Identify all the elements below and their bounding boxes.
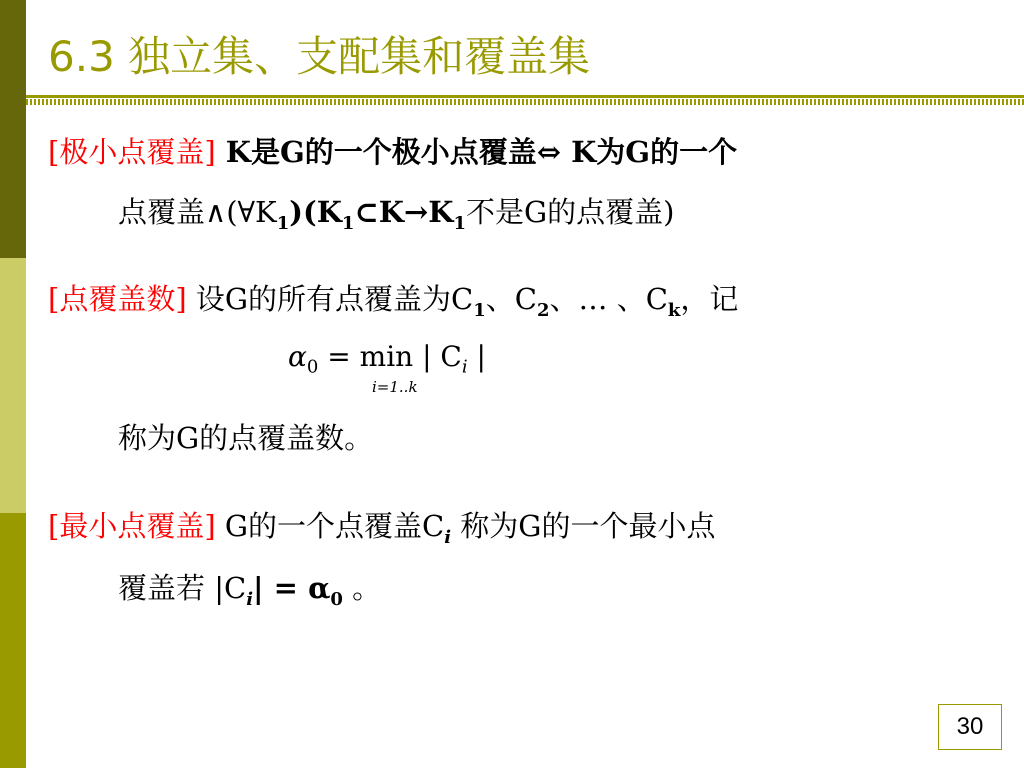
minimal-cover-line-1 xyxy=(48,132,737,172)
cover-number-def-2: 称为G的点覆盖数。 xyxy=(118,421,374,455)
alpha-sub-0: 0 xyxy=(306,356,319,378)
minimum-cover-def-2a: 覆盖若 |C xyxy=(118,571,247,605)
bar-segment-mid xyxy=(0,513,26,768)
cover-number-def-1c: 、C xyxy=(485,282,537,316)
minimum-cover-def-2e: 。 xyxy=(342,571,382,605)
minimal-cover-def-2g: 不是G的点覆盖) xyxy=(465,195,675,229)
alpha-symbol: α xyxy=(288,340,307,373)
sub-ci: i xyxy=(444,526,452,548)
minimum-cover-line-1 xyxy=(48,506,715,546)
formula-end: | xyxy=(467,340,486,373)
minimal-cover-def-1: K是G的一个极小点覆盖⇔ K为G的一个 xyxy=(215,135,738,169)
slide-title: 6.3 独立集、支配集和覆盖集 xyxy=(48,32,591,81)
formula-index-range: i=1..k xyxy=(372,378,418,396)
cover-number-line-1 xyxy=(48,279,738,319)
left-decor-bar xyxy=(0,0,26,768)
minimum-cover-def-2c: | = α xyxy=(253,571,331,605)
bar-segment-light xyxy=(0,258,26,513)
sub-ci-2: i xyxy=(246,588,254,610)
minimal-cover-tag: [极小点覆盖] xyxy=(48,135,216,169)
minimum-cover-tag: [最小点覆盖] xyxy=(48,509,216,543)
cover-number-tag: [点覆盖数] xyxy=(48,282,187,316)
page-number: 30 xyxy=(938,704,1002,750)
title-underline xyxy=(26,95,1024,105)
minimum-cover-def-1a: G的一个点覆盖C xyxy=(215,509,445,543)
minimal-cover-def-2a: 点覆盖∧(∀K xyxy=(118,195,277,229)
bar-segment-dark xyxy=(0,0,26,258)
sub-ck: k xyxy=(667,299,681,321)
sub-c1: 1 xyxy=(473,299,486,321)
minimal-cover-line-2 xyxy=(118,192,674,232)
cover-number-def-1a: 设G的所有点覆盖为C xyxy=(186,282,474,316)
sub-1c: 1 xyxy=(453,212,466,234)
formula-min-part: = min | C xyxy=(318,340,462,373)
cover-number-def-1e: 、… 、C xyxy=(549,282,668,316)
minimum-cover-line-2 xyxy=(118,568,381,608)
minimum-cover-def-1c: 称为G的一个最小点 xyxy=(451,509,716,543)
sub-1b: 1 xyxy=(341,212,355,234)
formula-sub-i: i xyxy=(461,356,468,378)
sub-c2: 2 xyxy=(536,299,550,321)
cover-number-line-2 xyxy=(118,418,373,458)
alpha0-formula xyxy=(288,340,486,400)
alpha-sub-0-b: 0 xyxy=(330,588,343,610)
sub-1a: 1 xyxy=(276,212,290,234)
minimal-cover-def-2c: )(K xyxy=(289,195,342,229)
cover-number-def-1g: ，记 xyxy=(680,282,739,316)
minimal-cover-def-2e: ⊂K→K xyxy=(354,195,454,229)
